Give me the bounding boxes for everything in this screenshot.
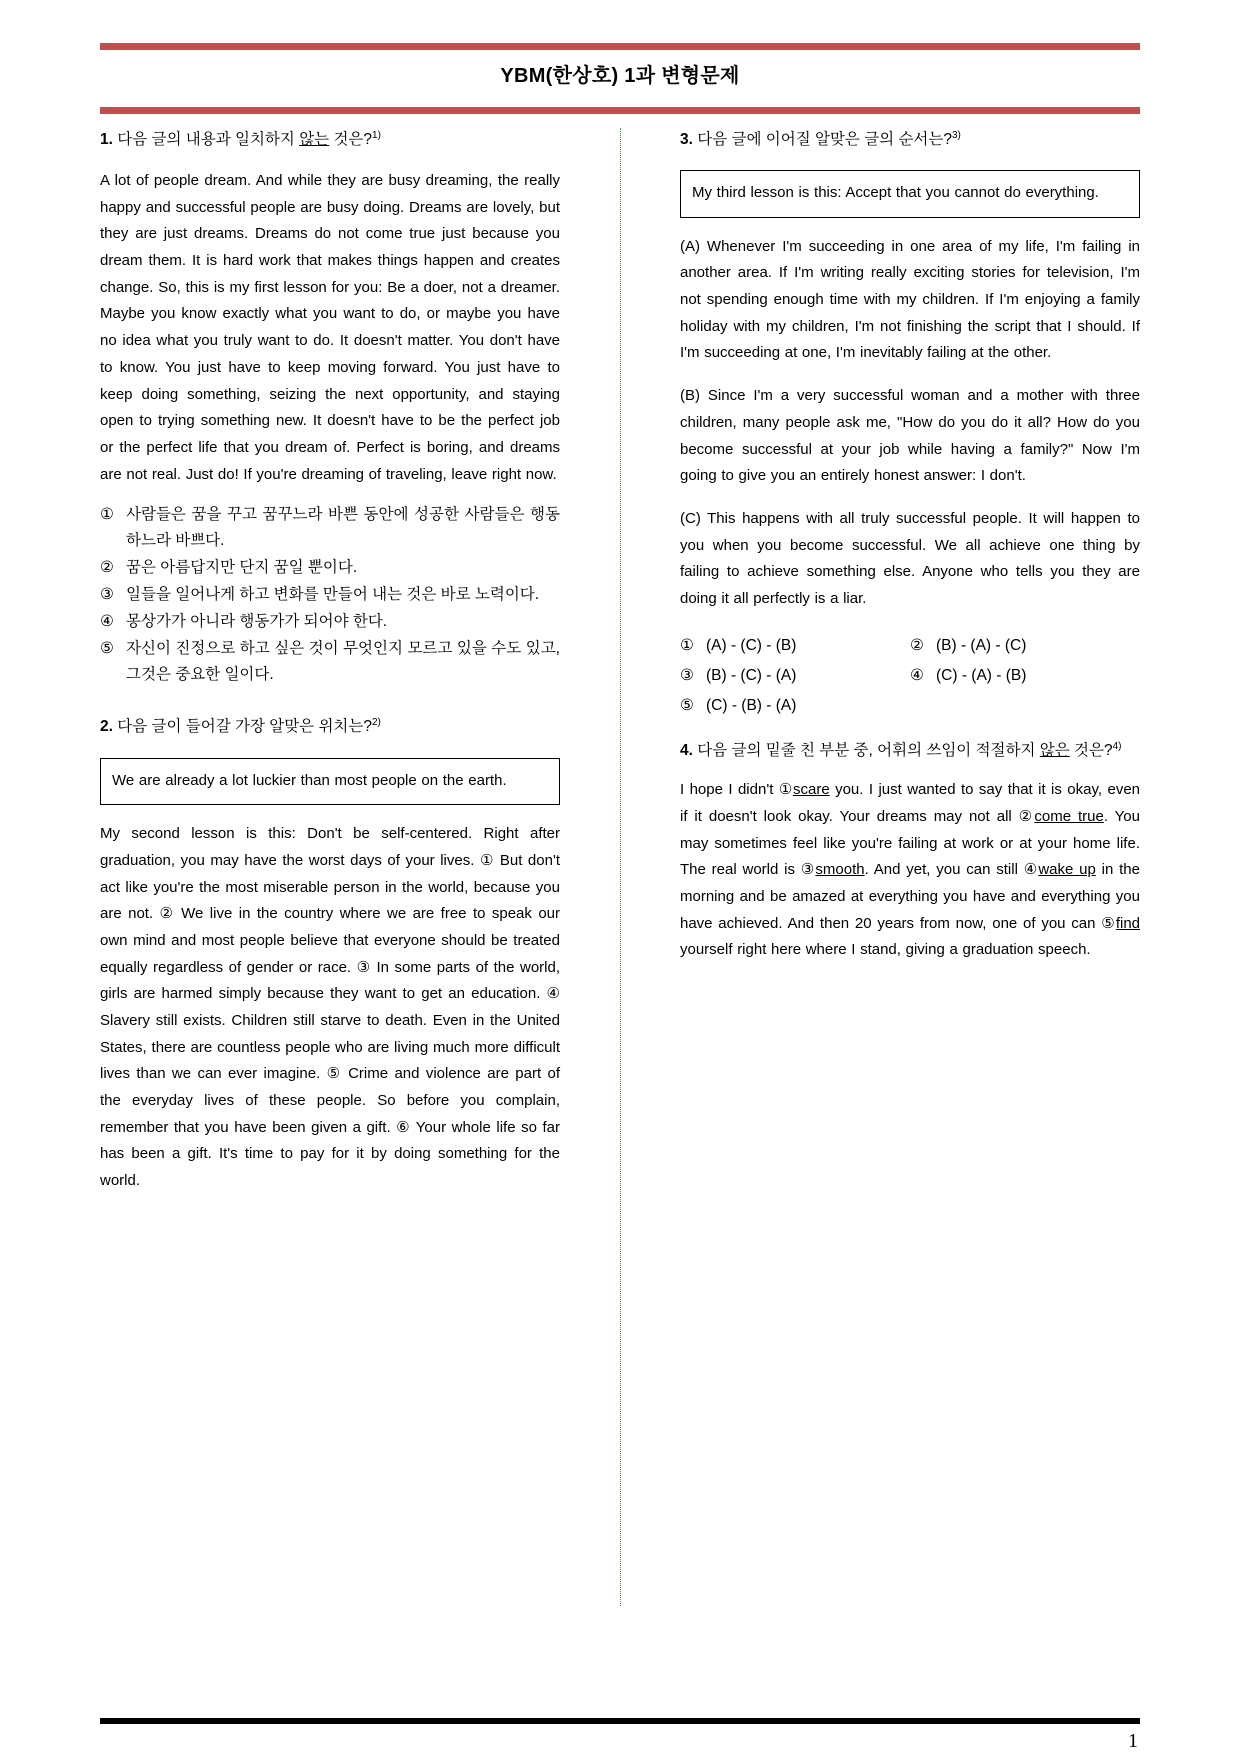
question-3-choice-2[interactable] <box>910 631 1140 661</box>
question-3-paragraph-a: (A) Whenever I'm succeeding in one area of my life, I'm failing in another area. If I'm writing really exciting stories for television, I'm not spending enough time with my children. If I'm enjoying a family holiday with my children, I'm not finishing the script that I should. If I'm succeeding at one, I'm inevitably failing at the other. <box>680 237 1140 362</box>
page-number: 1 <box>1128 1730 1138 1752</box>
question-4-heading <box>680 739 1140 763</box>
question-1-passage: A lot of people dream. And while they are busy dreaming, the really happy and successful people are busy doing. Dreams are lovely, but they are just dreams. Dreams do not come true just because you dream them. It is hard work that makes things happen and creates change. So, this is my first lesson for you: Be a doer, not a dreamer. Maybe you know exactly what you want to do, or maybe you have no idea what you truly want to do. It doesn't matter. You don't have to know. You just have to keep moving forward. You just have to keep doing something, seizing the next opportunity, and staying open to trying something new. It doesn't have to be the perfect job or the perfect life that you dream of. Perfect is boring, and dreams are not real. Just do! If you're dreaming of traveling, leave right now. <box>100 172 560 483</box>
choice-label: 일들을 일어나게 하고 변화를 만들어 내는 것은 바로 노력이다. <box>126 586 540 604</box>
choice-marker: ⑤ <box>680 697 694 715</box>
question-1-prompt-underlined: 않는 <box>299 131 330 148</box>
column-divider <box>560 128 680 1668</box>
inline-choice-marker: ③ <box>800 861 816 879</box>
question-3-footnote-marker: 3) <box>952 129 961 141</box>
passage-text: I hope I didn't <box>680 781 779 799</box>
choice-label: 꿈은 아름답지만 단지 꿈일 뿐이다. <box>126 559 358 577</box>
question-1-choice-1[interactable] <box>100 502 560 554</box>
underlined-vocab: smooth <box>815 861 865 879</box>
passage-text: in the morning and be amazed at everything you have and everything you have achieved. And then 20 years from now, one of you can <box>680 861 1140 932</box>
question-3-paragraph-b: (B) Since I'm a very successful woman and a mother with three children, many people ask me, "How do you do it all? How do you become successful at your job while having a family?" Now I'm going to give you an entirely honest answer: I don't. <box>680 387 1140 485</box>
choice-marker: ① <box>100 506 114 524</box>
choice-marker: ② <box>910 636 924 654</box>
inline-choice-marker: ⑤ <box>1101 914 1116 932</box>
choice-marker: ④ <box>910 666 924 684</box>
question-4-prompt-underlined: 않은 <box>1039 742 1070 760</box>
inline-choice-marker: ① <box>778 781 793 799</box>
left-column <box>100 128 560 1668</box>
underlined-vocab: find <box>1115 914 1140 932</box>
choices-row <box>680 631 1140 661</box>
question-2-heading <box>100 715 560 739</box>
choice-label: 몽상가가 아니라 행동가가 되어야 한다. <box>126 613 388 631</box>
passage-text: . You may sometimes feel like you're failing at work or at your home life. The real world is <box>680 808 1140 879</box>
choice-label: (B) - (C) - (A) <box>706 666 797 684</box>
passage-text: . And yet, you can still <box>864 861 1024 879</box>
question-1-number: 1. <box>100 131 113 148</box>
question-3-insert-box: My third lesson is this: Accept that you cannot do everything. <box>680 170 1140 218</box>
question-3-choice-3[interactable] <box>680 661 910 691</box>
question-3-choice-1[interactable] <box>680 631 910 661</box>
question-2-passage: My second lesson is this: Don't be self-centered. Right after graduation, you may have the worst days of your lives. ① But don't act like you're the most miserable person in the world, because you are not. ② We live in the country where we are free to speak our own mind and most people believe that everyone should be treated equally regardless of gender or race. ③ In some parts of the world, girls are harmed simply because they want to get an education. ④ Slavery still exists. Children still starve to death. Even in the United States, there are countless people who are living much more difficult lives than we can ever imagine. ⑤ Crime and violence are part of the everyday lives of these people. So before you complain, remember that you have been given a gift. ⑥ Your whole life so far has been a gift. It's time to pay for it by doing something for the world. <box>100 825 560 1190</box>
choices-row <box>680 661 1140 691</box>
inline-choice-marker: ② <box>1018 808 1035 825</box>
choice-label: (C) - (B) - (A) <box>706 697 797 715</box>
question-4-prompt-b: 것은? <box>1069 742 1113 760</box>
choices-row <box>680 691 1140 721</box>
question-1-heading <box>100 128 560 152</box>
question-1-prompt-a: 다음 글의 내용과 일치하지 <box>112 131 300 148</box>
choice-marker: ② <box>100 559 114 577</box>
question-1-footnote-marker: 1) <box>372 129 381 141</box>
question-3-heading <box>680 128 1140 152</box>
worksheet-page <box>100 0 1140 1752</box>
right-column <box>680 128 1140 1668</box>
two-column-body <box>100 128 1140 1668</box>
question-1-choice-5[interactable] <box>100 636 560 688</box>
underlined-vocab: wake up <box>1038 861 1096 879</box>
inline-choice-marker: ④ <box>1023 861 1039 879</box>
passage-text: you. I just wanted to say that it is okay, even if it doesn't look okay. Your dreams may not all <box>680 781 1140 825</box>
underlined-vocab: scare <box>792 781 830 799</box>
question-3-number: 3. <box>680 131 693 148</box>
choice-label: 자신이 진정으로 하고 싶은 것이 무엇인지 모르고 있을 수도 있고, 그것은 중요한 일이다. <box>126 640 560 684</box>
choice-label: (A) - (C) - (B) <box>706 636 797 654</box>
question-4-footnote-marker: 4) <box>1112 741 1122 753</box>
choices-empty-cell <box>910 691 1140 721</box>
question-3-choice-4[interactable] <box>910 661 1140 691</box>
choice-marker: ⑤ <box>100 640 114 658</box>
question-4-number: 4. <box>680 742 693 760</box>
question-3-prompt: 다음 글에 이어질 알맞은 글의 순서는? <box>692 131 952 148</box>
question-4-passage <box>680 777 1140 964</box>
question-1-choice-4[interactable] <box>100 609 560 635</box>
page-footer <box>100 1718 1140 1752</box>
header-rule-bottom <box>100 107 1140 114</box>
question-1-choices <box>100 502 560 688</box>
choice-label: (B) - (A) - (C) <box>936 636 1027 654</box>
question-3-paragraph-c: (C) This happens with all truly successful people. It will happen to you when you become successful. We all achieve one thing by failing to achieve something else. Anyone who tells you they are doing it all perfectly is a liar. <box>680 509 1140 607</box>
question-4-prompt-a: 다음 글의 밑줄 친 부분 중, 어휘의 쓰임이 적절하지 <box>692 742 1040 760</box>
underlined-vocab: come true <box>1034 808 1104 825</box>
question-1-prompt-b: 것은? <box>329 131 373 148</box>
question-1-choice-3[interactable] <box>100 582 560 608</box>
question-2-insert-box: We are already a lot luckier than most people on the earth. <box>100 758 560 806</box>
question-3-choices <box>680 631 1140 722</box>
choice-label: (C) - (A) - (B) <box>936 666 1027 684</box>
page-title: YBM(한상호) 1과 변형문제 <box>500 65 740 87</box>
choice-label: 사람들은 꿈을 꾸고 꿈꾸느라 바쁜 동안에 성공한 사람들은 행동하느라 바쁘다. <box>126 506 560 550</box>
spacer <box>100 689 560 715</box>
header-rule-top <box>100 43 1140 50</box>
question-1-choice-2[interactable] <box>100 555 560 581</box>
question-2-footnote-marker: 2) <box>372 717 381 729</box>
spacer <box>680 721 1140 739</box>
choice-marker: ④ <box>100 613 114 631</box>
choice-marker: ③ <box>100 586 114 604</box>
question-3-choice-5[interactable] <box>680 691 910 721</box>
choice-marker: ③ <box>680 666 694 684</box>
question-2-prompt: 다음 글이 들어갈 가장 알맞은 위치는? <box>112 718 372 736</box>
question-2-number: 2. <box>100 718 113 736</box>
choice-marker: ① <box>680 636 694 654</box>
passage-text: yourself right here where I stand, giving a graduation speech. <box>680 941 1091 959</box>
